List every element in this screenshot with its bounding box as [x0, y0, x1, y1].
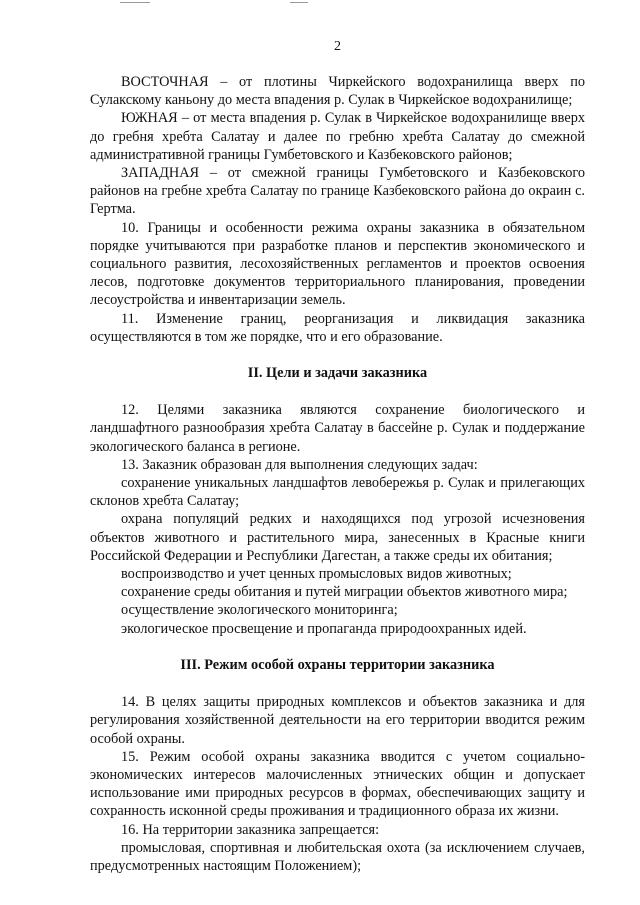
paragraph-10: 10. Границы и особенности режима охраны заказника в обязательном порядке учитываются при разработке планов и перспектив экономического и социального развития, лесохозяйственных регламентов и проектов освоения лесов, подготовке документов территориального планирования, проведении лесоустройства и инвентаризации земель. [90, 219, 585, 309]
paragraph-11: 11. Изменение границ, реорганизация и ликвидация заказника осуществляются в том же порядке, что и его образование. [90, 310, 585, 345]
section-heading: III. Режим особой охраны территории заказника [180, 656, 495, 673]
paragraph-15: 15. Режим особой охраны заказника вводится с учетом социально-экономических интересов малочисленных этнических общин и допускает использование ими природных ресурсов в формах, обеспечивающих защиту и сохранность исконной среды проживания и традиционного образа их жизни. [90, 748, 585, 820]
paragraph-16: 16. На территории заказника запрещается: [121, 821, 380, 838]
task-item: осуществление экологического мониторинга; [121, 602, 398, 619]
paragraph-14: 14. В целях защиты природных комплексов и объектов заказника и для регулирования хозяйственной деятельности на его территории вводится режим особой охраны. [90, 694, 585, 747]
prohibited-item: промысловая, спортивная и любительская охота (за исключением случаев, предусмотренных настоящим Положением); [90, 839, 585, 874]
page-number: 2 [334, 39, 341, 54]
task-item: сохранение среды обитания и путей миграции объектов животного мира; [121, 584, 568, 601]
scan-artifact [120, 2, 150, 3]
task-item: воспроизводство и учет ценных промысловых видов животных; [121, 566, 512, 583]
paragraph-12: 12. Целями заказника являются сохранение биологического и ландшафтного разнообразия хребта Салатау в бассейне р. Сулак и поддержание экологического баланса в регионе. [90, 402, 585, 455]
scan-artifact [290, 2, 308, 3]
paragraph-south: ЮЖНАЯ – от места впадения р. Сулак в Чиркейское водохранилище вверх до гребня хребта Салатау и далее по гребню хребта Салатау до смежной административной границы Гумбетовского и Казбековского районов; [90, 110, 585, 163]
task-item: охрана популяций редких и находящихся под угрозой исчезновения объектов животного и растительного мира, занесенных в Красные книги Российской Федерации и Республики Дагестан, а также среды их обитания; [90, 511, 585, 564]
paragraph-west: ЗАПАДНАЯ – от смежной границы Гумбетовского и Казбековского районов на гребне хребта Салатау по границе Казбековского района до окраин с. Гертма. [90, 165, 585, 218]
task-item: сохранение уникальных ландшафтов левобережья р. Сулак и прилегающих склонов хребта Салатау; [90, 475, 585, 510]
section-heading: II. Цели и задачи заказника [247, 365, 428, 382]
paragraph-13: 13. Заказник образован для выполнения следующих задач: [121, 456, 478, 473]
task-item: экологическое просвещение и пропаганда природоохранных идей. [121, 620, 527, 637]
paragraph-east: ВОСТОЧНАЯ – от плотины Чиркейского водохранилища вверх по Сулакскому каньону до места впадения р. Сулак в Чиркейское водохранилище; [90, 74, 585, 109]
